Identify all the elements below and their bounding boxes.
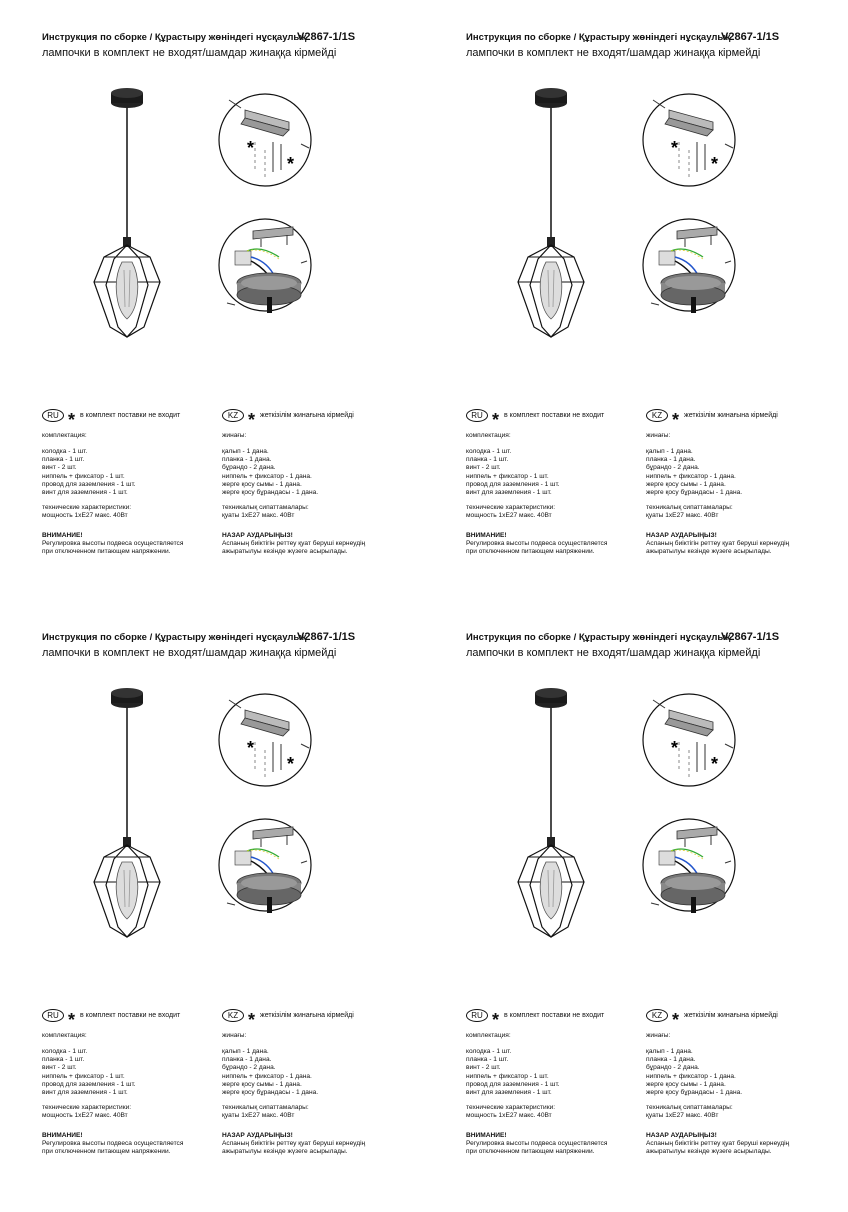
warning-heading: ВНИМАНИЕ! xyxy=(42,532,83,539)
star-mark: * xyxy=(287,154,295,174)
canopy-wiring-diagram xyxy=(641,217,737,313)
list-item: провод для заземления - 1 шт. xyxy=(42,480,136,488)
kz-items xyxy=(646,1048,742,1097)
list-item: винт для заземления - 1 шт. xyxy=(42,489,128,497)
tech-heading: технические характеристики: xyxy=(42,504,132,511)
warning-line: при отключенном питающем напряжении. xyxy=(466,1148,595,1156)
bracket-mounting-diagram xyxy=(641,92,737,188)
header-subtitle: лампочки в комплект не входят/шамдар жинаққа кірмейді xyxy=(466,47,761,59)
ru-note: в комплект поставки не входит xyxy=(80,412,181,419)
list-item: винт для заземления - 1 шт. xyxy=(466,1089,552,1097)
ru-badge: RU xyxy=(42,409,64,422)
star-mark: * xyxy=(671,738,679,758)
star-mark: * xyxy=(247,738,255,758)
warning-heading: ВНИМАНИЕ! xyxy=(466,1132,507,1139)
list-item: колодка - 1 шт. xyxy=(42,448,88,455)
tech-heading: техникалық сипаттамалары: xyxy=(222,1104,309,1111)
list-item: бұрандо - 2 дана. xyxy=(222,1064,276,1072)
warning-heading: НАЗАР АУДАРЫҢЫЗ! xyxy=(222,1132,293,1139)
ru-tech xyxy=(466,504,555,520)
pendant-lamp-illustration xyxy=(516,687,606,987)
pendant-lamp-illustration xyxy=(516,87,606,387)
tech-heading: техникалық сипаттамалары: xyxy=(646,504,733,511)
ru-badge: RU xyxy=(466,409,488,422)
tech-value: мощность 1хЕ27 макс. 40Вт xyxy=(42,512,128,520)
list-item: ниппель + фиксатор - 1 дана. xyxy=(222,1072,312,1080)
list-item: планка - 1 шт. xyxy=(42,456,85,464)
list-item: колодка - 1 шт. xyxy=(42,1048,88,1055)
kz-badge: KZ xyxy=(646,1009,668,1022)
warning-heading: НАЗАР АУДАРЫҢЫЗ! xyxy=(646,1132,717,1139)
kz-tech xyxy=(646,1104,733,1120)
model-code: V2867-1/1S xyxy=(721,31,780,43)
warning-line: ажыратылуы кезінде жүзеге асырылады. xyxy=(222,1148,348,1156)
ru-items xyxy=(42,1048,136,1097)
title-text: Инструкция по сборке / Құрастыру жөніндегі нұсқаулық xyxy=(42,32,307,43)
warning-line: ажыратылуы кезінде жүзеге асырылады. xyxy=(646,1148,772,1156)
list-item: жерге қосу бұрандасы - 1 дана. xyxy=(222,1089,319,1097)
star-mark: * xyxy=(672,1009,680,1030)
tech-heading: техникалық сипаттамалары: xyxy=(646,1104,733,1111)
kz-tech xyxy=(222,1104,309,1120)
star-mark: * xyxy=(248,409,256,430)
list-item: ниппель + фиксатор - 1 дана. xyxy=(222,472,312,480)
tech-value: мощность 1хЕ27 макс. 40Вт xyxy=(466,512,552,520)
tech-heading: технические характеристики: xyxy=(42,1104,132,1111)
kz-items xyxy=(222,448,318,497)
ru-tech xyxy=(42,504,131,520)
list-item: винт для заземления - 1 шт. xyxy=(42,1089,128,1097)
ru-heading: комплектация: xyxy=(466,1032,511,1039)
list-item: жерге қосу сымы - 1 дана. xyxy=(646,1080,726,1088)
warning-heading: НАЗАР АУДАРЫҢЫЗ! xyxy=(646,532,717,539)
kz-heading: жинағы: xyxy=(222,432,247,439)
star-mark: * xyxy=(711,754,719,774)
kz-tech xyxy=(222,504,309,520)
list-item: ниппель + фиксатор - 1 шт. xyxy=(42,472,125,480)
title-text: Инструкция по сборке / Құрастыру жөніндегі нұсқаулық xyxy=(466,632,731,643)
pendant-lamp-illustration xyxy=(92,87,182,387)
instruction-panel xyxy=(42,632,432,1212)
ru-note-row xyxy=(466,409,605,430)
kz-warning xyxy=(222,532,365,557)
ru-tech xyxy=(466,1104,555,1120)
header-title xyxy=(466,31,780,43)
kz-heading: жинағы: xyxy=(646,432,671,439)
warning-line: ажыратылуы кезінде жүзеге асырылады. xyxy=(646,548,772,556)
list-item: жерге қосу бұрандасы - 1 дана. xyxy=(222,489,319,497)
list-item: жерге қосу сымы - 1 дана. xyxy=(222,480,302,488)
kz-note-row xyxy=(646,1009,778,1030)
list-item: планка - 1 дана. xyxy=(646,1056,696,1064)
title-text: Инструкция по сборке / Құрастыру жөніндегі нұсқаулық xyxy=(466,32,731,43)
instruction-panel xyxy=(466,632,848,1212)
star-mark: * xyxy=(492,409,500,430)
list-item: қалып - 1 дана. xyxy=(646,448,693,455)
list-item: планка - 1 шт. xyxy=(42,1056,85,1064)
warning-line: Аспаның биіктігін реттеу қуат беруші кернеудің xyxy=(222,540,366,548)
bracket-mounting-diagram xyxy=(641,692,737,788)
header-subtitle: лампочки в комплект не входят/шамдар жинаққа кірмейді xyxy=(466,647,761,659)
list-item: ниппель + фиксатор - 1 дана. xyxy=(646,472,736,480)
ru-note: в комплект поставки не входит xyxy=(504,1012,605,1019)
list-item: қалып - 1 дана. xyxy=(222,1048,269,1055)
ru-warning xyxy=(466,532,607,557)
warning-line: Регулировка высоты подвеса осуществляется xyxy=(42,1140,184,1148)
kz-items xyxy=(646,448,742,497)
kz-heading: жинағы: xyxy=(646,1032,671,1039)
canopy-wiring-diagram xyxy=(217,217,313,313)
star-mark: * xyxy=(248,1009,256,1030)
warning-line: ажыратылуы кезінде жүзеге асырылады. xyxy=(222,548,348,556)
tech-value: мощность 1хЕ27 макс. 40Вт xyxy=(466,1112,552,1120)
instruction-panel xyxy=(466,32,848,612)
canopy-wiring-diagram xyxy=(641,817,737,913)
list-item: винт для заземления - 1 шт. xyxy=(466,489,552,497)
ru-badge: RU xyxy=(466,1009,488,1022)
warning-line: при отключенном питающем напряжении. xyxy=(42,1148,171,1156)
ru-note-row xyxy=(42,409,181,430)
list-item: планка - 1 шт. xyxy=(466,1056,509,1064)
warning-line: при отключенном питающем напряжении. xyxy=(466,548,595,556)
ru-heading: комплектация: xyxy=(42,1032,87,1039)
star-mark: * xyxy=(671,138,679,158)
header-title xyxy=(42,631,356,643)
model-code: V2867-1/1S xyxy=(297,31,356,43)
kz-note-row xyxy=(222,409,354,430)
tech-value: қуаты 1хЕ27 макс. 40Вт xyxy=(222,512,295,520)
list-item: ниппель + фиксатор - 1 дана. xyxy=(646,1072,736,1080)
list-item: қалып - 1 дана. xyxy=(222,448,269,455)
kz-badge: KZ xyxy=(222,409,244,422)
tech-heading: технические характеристики: xyxy=(466,1104,556,1111)
kz-tech xyxy=(646,504,733,520)
ru-note: в комплект поставки не входит xyxy=(504,412,605,419)
list-item: винт - 2 шт. xyxy=(466,1064,501,1072)
list-item: провод для заземления - 1 шт. xyxy=(466,1080,560,1088)
list-item: планка - 1 дана. xyxy=(222,1056,272,1064)
kz-items xyxy=(222,1048,318,1097)
header-title xyxy=(466,631,780,643)
star-mark: * xyxy=(287,754,295,774)
ru-warning xyxy=(466,1132,607,1157)
warning-line: Аспаның биіктігін реттеу қуат беруші кернеудің xyxy=(646,1140,790,1148)
tech-value: қуаты 1хЕ27 макс. 40Вт xyxy=(646,1112,719,1120)
list-item: қалып - 1 дана. xyxy=(646,1048,693,1055)
kz-warning xyxy=(646,532,789,557)
kz-badge: KZ xyxy=(222,1009,244,1022)
list-item: провод для заземления - 1 шт. xyxy=(466,480,560,488)
list-item: жерге қосу сымы - 1 дана. xyxy=(222,1080,302,1088)
list-item: винт - 2 шт. xyxy=(42,464,77,472)
list-item: планка - 1 дана. xyxy=(646,456,696,464)
warning-heading: НАЗАР АУДАРЫҢЫЗ! xyxy=(222,532,293,539)
kz-note: жеткізілім жинағына кірмейді xyxy=(684,412,778,419)
list-item: планка - 1 дана. xyxy=(222,456,272,464)
header-subtitle: лампочки в комплект не входят/шамдар жинаққа кірмейді xyxy=(42,647,337,659)
list-item: жерге қосу бұрандасы - 1 дана. xyxy=(646,489,743,497)
list-item: жерге қосу бұрандасы - 1 дана. xyxy=(646,1089,743,1097)
list-item: ниппель + фиксатор - 1 шт. xyxy=(466,472,549,480)
ru-note-row xyxy=(466,1009,605,1030)
kz-heading: жинағы: xyxy=(222,1032,247,1039)
bracket-mounting-diagram xyxy=(217,92,313,188)
ru-tech xyxy=(42,1104,131,1120)
warning-line: Аспаның биіктігін реттеу қуат беруші кернеудің xyxy=(222,1140,366,1148)
header-subtitle: лампочки в комплект не входят/шамдар жинаққа кірмейді xyxy=(42,47,337,59)
warning-line: Регулировка высоты подвеса осуществляется xyxy=(42,540,184,548)
ru-items xyxy=(42,448,136,497)
pendant-lamp-illustration xyxy=(92,687,182,987)
ru-items xyxy=(466,1048,560,1097)
list-item: бұрандо - 2 дана. xyxy=(646,464,700,472)
list-item: жерге қосу сымы - 1 дана. xyxy=(646,480,726,488)
kz-warning xyxy=(222,1132,365,1157)
ru-note: в комплект поставки не входит xyxy=(80,1012,181,1019)
list-item: планка - 1 шт. xyxy=(466,456,509,464)
tech-value: мощность 1хЕ27 макс. 40Вт xyxy=(42,1112,128,1120)
canopy-wiring-diagram xyxy=(217,817,313,913)
star-mark: * xyxy=(492,1009,500,1030)
list-item: бұрандо - 2 дана. xyxy=(222,464,276,472)
list-item: ниппель + фиксатор - 1 шт. xyxy=(42,1072,125,1080)
tech-heading: технические характеристики: xyxy=(466,504,556,511)
ru-heading: комплектация: xyxy=(42,432,87,439)
kz-note-row xyxy=(646,409,778,430)
kz-badge: KZ xyxy=(646,409,668,422)
list-item: винт - 2 шт. xyxy=(42,1064,77,1072)
ru-note-row xyxy=(42,1009,181,1030)
star-mark: * xyxy=(672,409,680,430)
warning-line: Аспаның биіктігін реттеу қуат беруші кернеудің xyxy=(646,540,790,548)
ru-warning xyxy=(42,532,183,557)
warning-line: при отключенном питающем напряжении. xyxy=(42,548,171,556)
warning-heading: ВНИМАНИЕ! xyxy=(466,532,507,539)
list-item: колодка - 1 шт. xyxy=(466,1048,512,1055)
ru-items xyxy=(466,448,560,497)
kz-warning xyxy=(646,1132,789,1157)
model-code: V2867-1/1S xyxy=(721,631,780,643)
star-mark: * xyxy=(711,154,719,174)
title-text: Инструкция по сборке / Құрастыру жөніндегі нұсқаулық xyxy=(42,632,307,643)
tech-value: қуаты 1хЕ27 макс. 40Вт xyxy=(646,512,719,520)
tech-heading: техникалық сипаттамалары: xyxy=(222,504,309,511)
list-item: провод для заземления - 1 шт. xyxy=(42,1080,136,1088)
list-item: бұрандо - 2 дана. xyxy=(646,1064,700,1072)
star-mark: * xyxy=(68,409,76,430)
list-item: колодка - 1 шт. xyxy=(466,448,512,455)
ru-badge: RU xyxy=(42,1009,64,1022)
kz-note-row xyxy=(222,1009,354,1030)
warning-line: Регулировка высоты подвеса осуществляется xyxy=(466,540,608,548)
bracket-mounting-diagram xyxy=(217,692,313,788)
ru-warning xyxy=(42,1132,183,1157)
list-item: ниппель + фиксатор - 1 шт. xyxy=(466,1072,549,1080)
header-title xyxy=(42,31,356,43)
model-code: V2867-1/1S xyxy=(297,631,356,643)
warning-heading: ВНИМАНИЕ! xyxy=(42,1132,83,1139)
star-mark: * xyxy=(68,1009,76,1030)
tech-value: қуаты 1хЕ27 макс. 40Вт xyxy=(222,1112,295,1120)
warning-line: Регулировка высоты подвеса осуществляется xyxy=(466,1140,608,1148)
kz-note: жеткізілім жинағына кірмейді xyxy=(260,412,354,419)
instruction-panel xyxy=(42,32,432,612)
ru-heading: комплектация: xyxy=(466,432,511,439)
kz-note: жеткізілім жинағына кірмейді xyxy=(260,1012,354,1019)
star-mark: * xyxy=(247,138,255,158)
list-item: винт - 2 шт. xyxy=(466,464,501,472)
kz-note: жеткізілім жинағына кірмейді xyxy=(684,1012,778,1019)
